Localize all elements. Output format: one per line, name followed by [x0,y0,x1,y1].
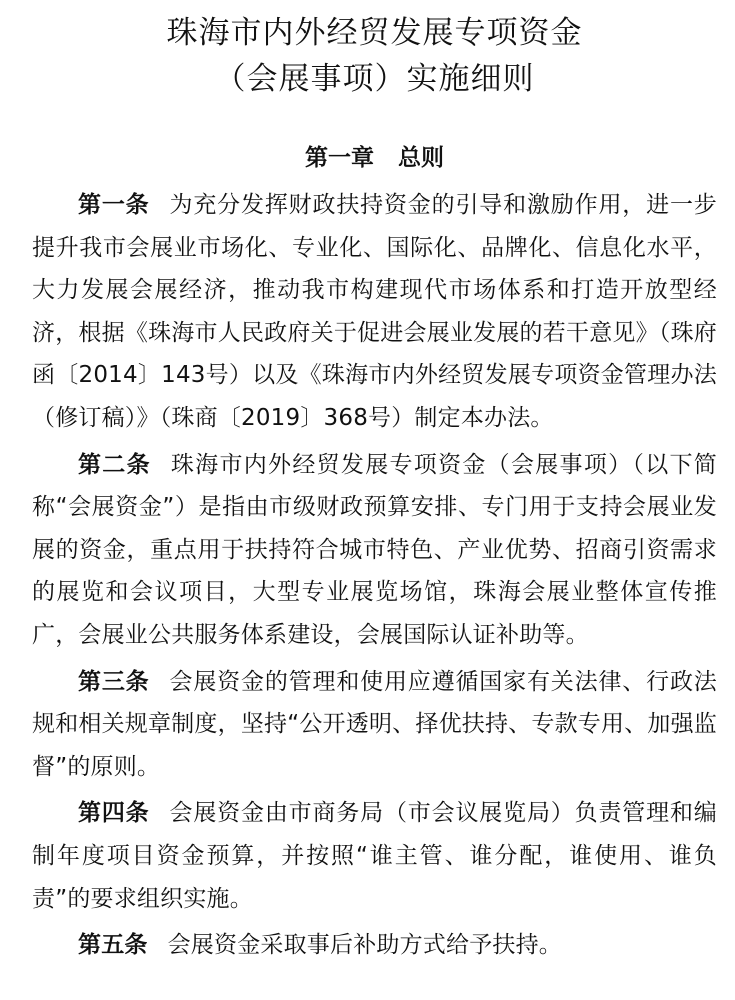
article-3 [32,661,717,789]
article-2-heading: 第二条 [78,451,151,478]
article-4-heading: 第四条 [78,800,150,827]
chapter-heading [32,142,717,174]
title-line-2: （会展事项）实施细则 [214,61,535,97]
article-5-text: 会展资金采取事后补助方式给予扶持。 [167,932,563,959]
article-1-heading: 第一条 [78,192,150,218]
title-line-1: 珠海市内外经贸发展专项资金 [166,15,583,51]
article-5-heading: 第五条 [78,932,148,959]
article-1 [32,184,717,440]
article-1-text: 为充分发挥财政扶持资金的引导和激励作用，进一步提升我市会展业市场化、专业化、国际化、品牌化、信息化水平，大力发展会展经济，推动我市构建现代市场体系和打造开放型经济，根据《珠海市人民政府关于促进会展业发展的若干意见》（珠府函〔2014〕143号）以及《珠海市内外经贸发展专项资金管理办法（修订稿）》（珠商〔2019〕368号）制定本办法。 [32,192,717,431]
chapter-title: 总则 [398,145,444,171]
article-4 [32,792,717,920]
article-2-text: 珠海市内外经贸发展专项资金（会展事项）（以下简称“会展资金”）是指由市级财政预算安排、专门用于支持会展业发展的资金，重点用于扶持符合城市特色、产业优势、招商引资需求的展览和会议项目，大型专业展览场馆，珠海会展业整体宣传推广，会展业公共服务体系建设，会展国际认证补助等。 [32,451,717,648]
article-4-text: 会展资金由市商务局（市会议展览局）负责管理和编制年度项目资金预算，并按照“谁主管、谁分配，谁使用、谁负责”的要求组织实施。 [32,800,717,912]
document-title [32,10,717,102]
article-3-heading: 第三条 [78,668,150,695]
chapter-number: 第一章 [304,145,374,171]
article-5 [32,924,717,967]
article-3-text: 会展资金的管理和使用应遵循国家有关法律、行政法规和相关规章制度，坚持“公开透明、择优扶持、专款专用、加强监督”的原则。 [32,668,717,780]
article-2 [32,444,717,657]
